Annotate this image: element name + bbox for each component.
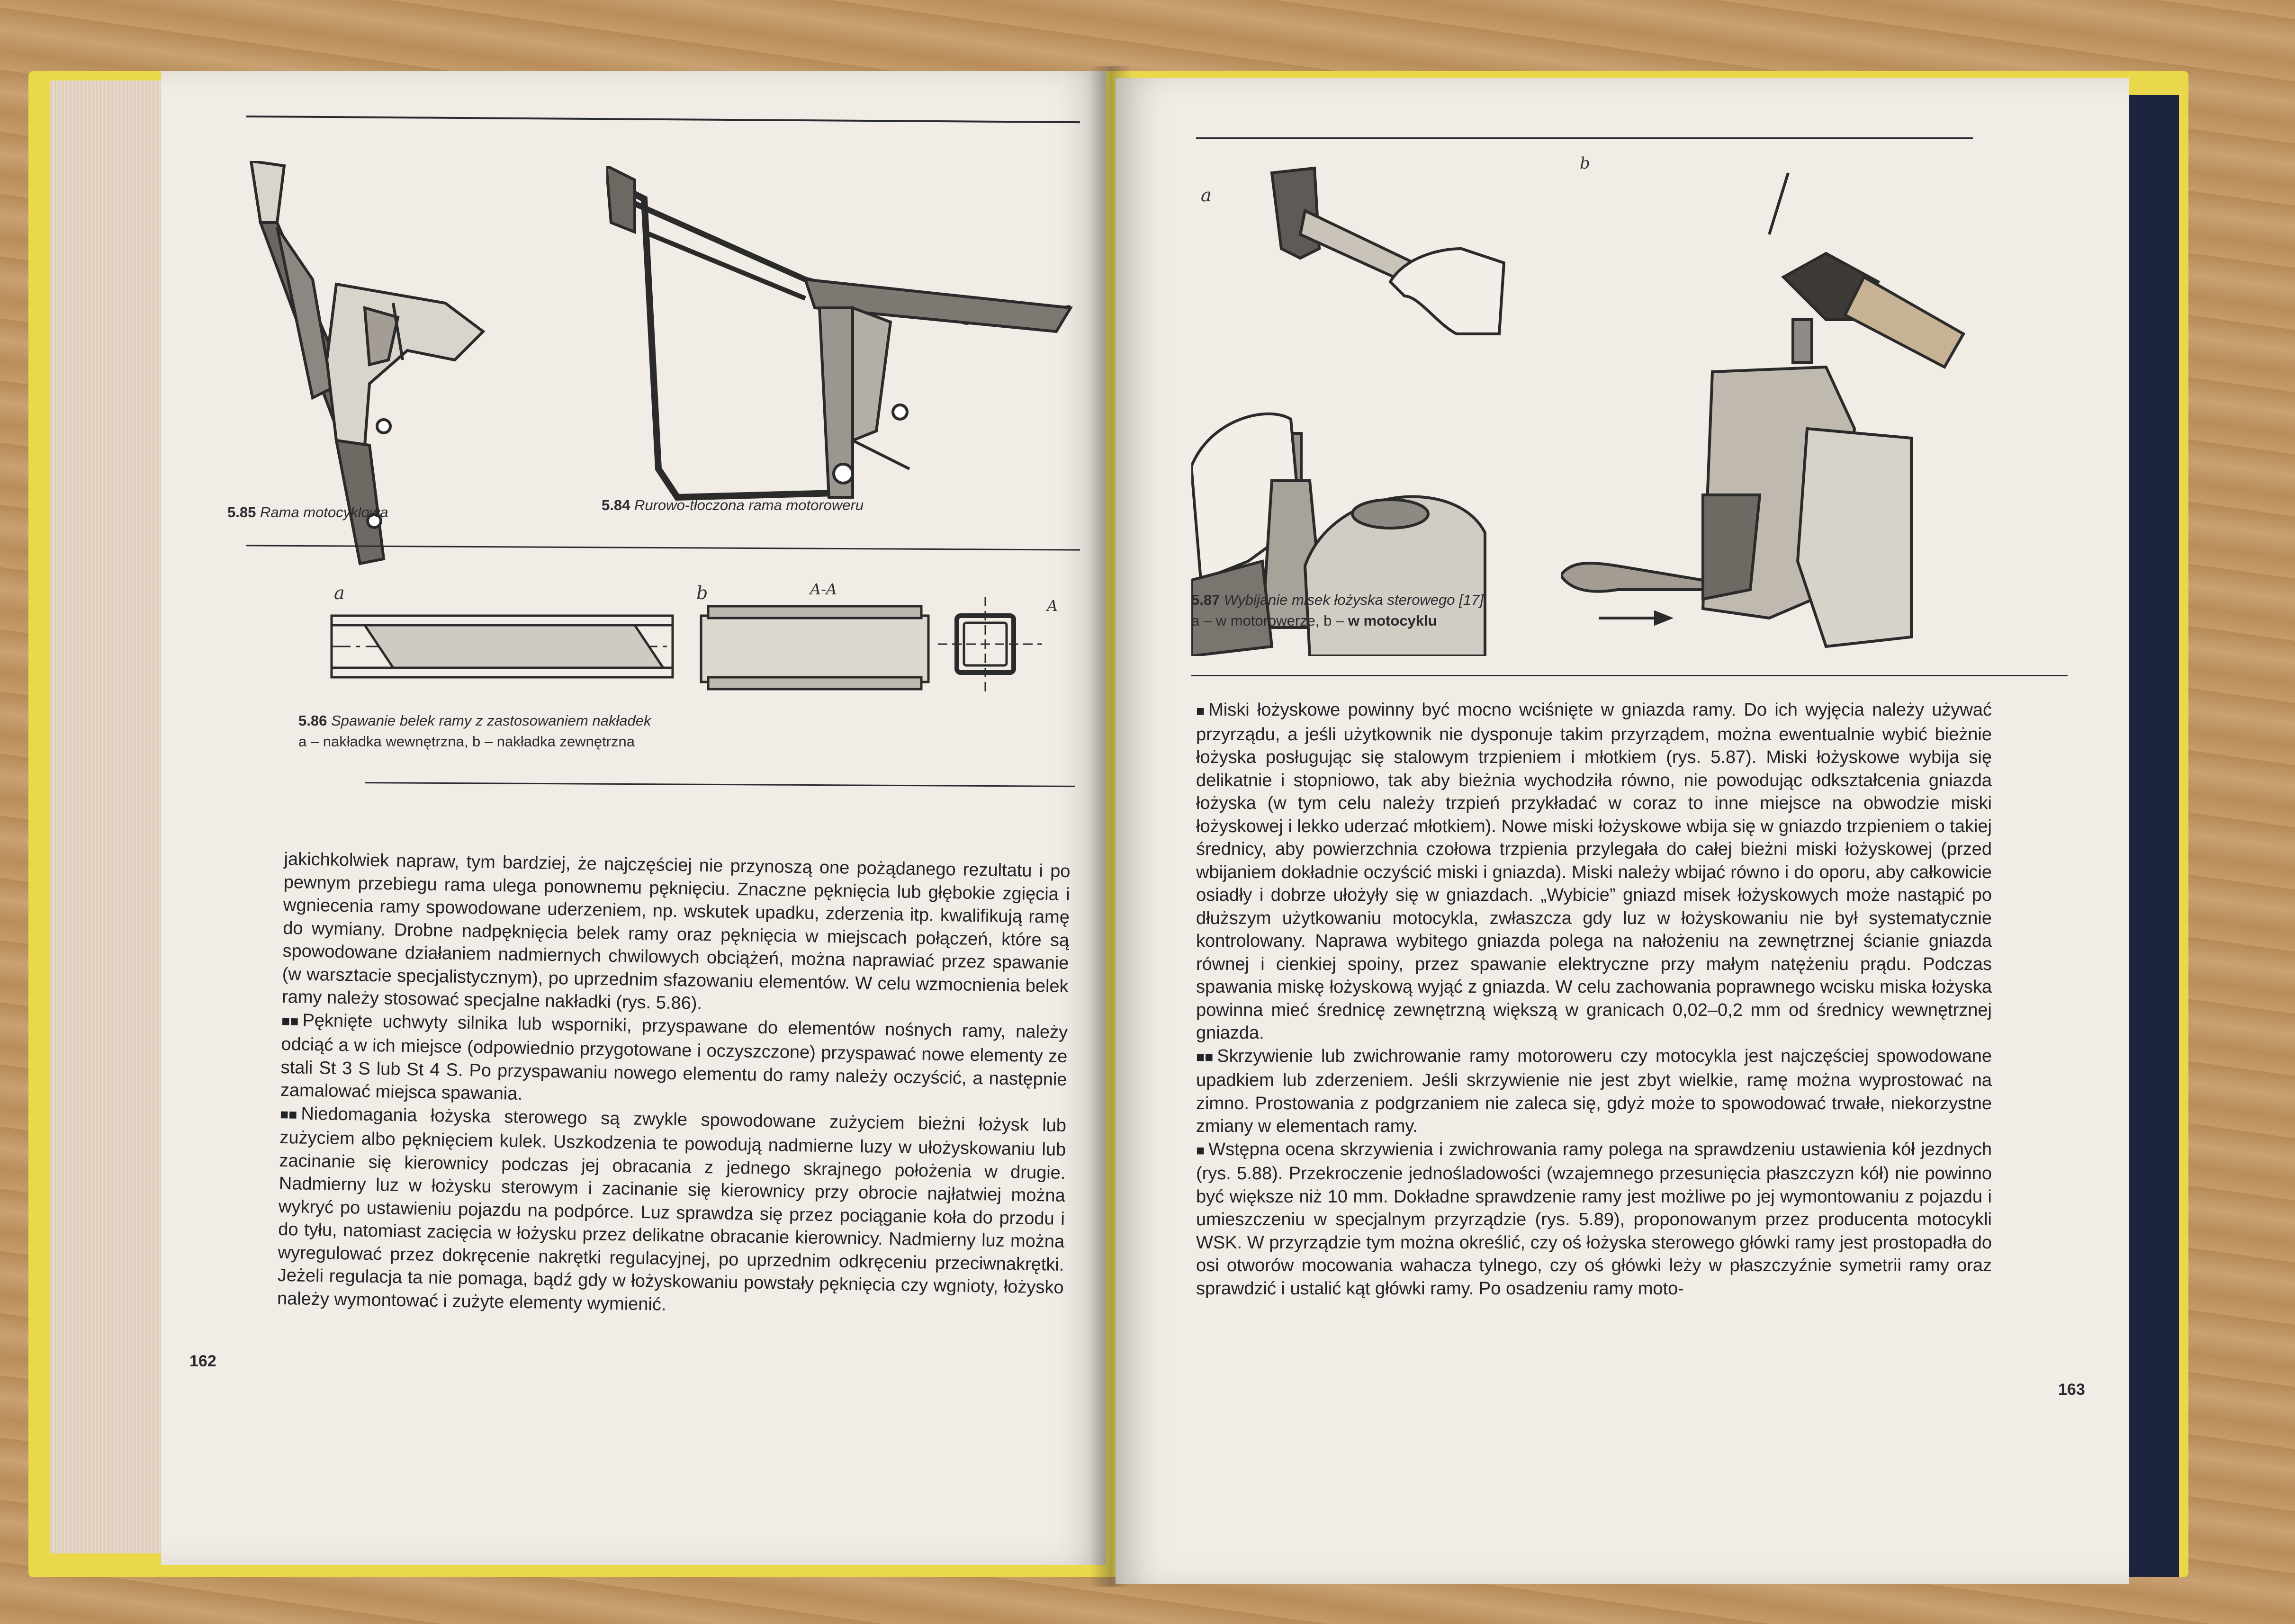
page-number: 163 (2058, 1381, 2085, 1399)
right-body-text (1196, 699, 1992, 1300)
right-page (1116, 78, 2129, 1584)
paragraph-marker: ■ (1196, 1142, 1205, 1158)
top-rule (1196, 137, 1973, 139)
paragraph: ■ Miski łożyskowe powinny być mocno wciśnięte w gniazda ramy. Do ich wyjęcia należy używać przyrządu, a jeśli użytkownik nie dysponuje takim przyrządem, można ewentualnie wybić bieżnie łożyska posługując się stalowym trzpieniem i młotkiem (rys. 5.87). Miski łożyskowe wybija się delikatnie i stopniowo, tak aby bieżnia wychodziła równo, nie powodując odkształcenia gniazda łożyska (w tym celu należy trzpień przykładać w coraz to inne miejsce na obwodzie miski łożyskowej i lekko uderzać młotkiem). Nowe miski łożyskowe wbija się w gniazdo trzpieniem o takiej średnicy, aby powierzchnia czołowa trzpienia przylegała do całej bieżni miski łożyskowej (przed wbijaniem dokładnie oczyścić miski i gniazda). Miski należy wbijać równo i do oporu, aby całkowicie osiadły i dobrze ułożyły się w gniazdach. „Wybicie” gniazd misek łożyskowych może nastąpić po dłuższym użytkowaniu motocykla, zwłaszcza gdy luz w łożyskowaniu nie był systematycznie kontrolowany. Naprawa wybitego gniazda polega na nałożeniu na zewnętrznej ścianie gniazda równej i cienkiej spoiny, przez spawanie elektryczne przy małym natężeniu prądu. Podczas spawania miskę łożyskową wyjąć z gniazda. W celu zachowania poprawnego wcisku miska łożyska powinna mieć średnicę zewnętrzną większą w granicach 0,02–0,2 mm od średnicy wewnętrznej gniazda. (1196, 700, 1992, 1043)
left-body-text (277, 848, 1071, 1322)
fig-title: Spawanie belek ramy z zastosowaniem nakładek (331, 712, 651, 729)
fig-title: Rurowo-tłoczona rama motoroweru (634, 497, 864, 513)
label-b: b (1580, 154, 1590, 173)
figure-5-87b-hammer (1561, 163, 2049, 665)
label-section: A-A (810, 580, 837, 598)
separator-rule-2 (365, 782, 1075, 787)
page-number: 162 (189, 1352, 216, 1370)
fig-legend: a – nakładka wewnętrzna, b – nakładka zewnętrzna (298, 733, 635, 750)
label-b: b (696, 583, 708, 603)
fig-number: 5.86 (298, 712, 327, 729)
paragraph: ■ Wstępna ocena skrzywienia i zwichrowania ramy polega na sprawdzeniu ustawienia kół jezdnych (rys. 5.88). Przekroczenie jednośladowości (wzajemnego przesunięcia płaszczyzn kół) nie powinno być większe niż 10 mm. Dokładne sprawdzenie ramy jest możliwe po jej wymontowaniu z pojazdu i umieszczeniu w specjalnym przyrządzie (rys. 5.89), proponowanym przez producenta motocykli WSK. W przyrządzie tym można określić, czy oś łożyska sterowego główki ramy jest prostopadła do osi otworów mocowania wahacza tylnego, czy oś główki leży w płaszczyźnie symetrii ramy oraz sprawdzić i ustalić kąt główki ramy. Po osadzeniu ramy moto- (1196, 1139, 1992, 1299)
fig-title: Rama motocyklowa (260, 504, 388, 520)
caption-5-87 (1191, 590, 1484, 631)
fig-number: 5.84 (602, 497, 630, 513)
figure-5-87a-hammer (1191, 154, 1542, 656)
paragraph: ■■ Niedomagania łożyska sterowego są zwykle spowodowane zużyciem bieżni łożysk lub zużyciem albo pęknięciem kulek. Uszkodzenia te powodują nadmierne luzy w ułożyskowaniu lub zacinanie się kierownicy podczas jej obracania z jednego skrajnego położenia w drugie. Nadmierny luz w łożysku sterowym i zacinanie się kierownicy przy obrocie najłatwiej można wykryć po ustawieniu pojazdu na podpórce. Luz sprawdza się przez pociąganie koła do przodu i do tyłu, natomiast zacięcia w łożysku przez delikatne obracanie kierownicy. Nadmierny luz można wyregulować przez dokręcenie nakrętki regulacyjnej, po uprzednim odkręceniu przeciwnakrętki. Jeżeli regulacja ta nie pomaga, bądź gdy w łożyskowaniu powstały pęknięcia czy wgnioty, łożysko należy wymontować i zużyte elementy wymienić. (277, 1104, 1067, 1315)
figure-5-86-welding (322, 597, 1061, 696)
paragraph: ■■ Skrzywienie lub zwichrowanie ramy motoroweru czy motocykla jest najczęściej spowodowane upadkiem lub zderzeniem. Jeśli skrzywienie nie jest zbyt wielkie, ramę można wyprostować na zimno. Prostowania z podgrzaniem nie zaleca się, gdyż może to spowodować trwałe, niekorzystne zmiany w elementach ramy. (1196, 1046, 1992, 1136)
caption-5-84 (602, 495, 864, 516)
caption-5-86 (298, 710, 651, 752)
paragraph-marker: ■ (1196, 703, 1205, 719)
paragraph-marker: ■■ (279, 1106, 297, 1122)
paragraph-marker: ■■ (1196, 1049, 1214, 1065)
left-page (161, 71, 1106, 1565)
label-a: a (334, 583, 345, 603)
caption-5-85 (227, 502, 388, 523)
paragraph: jakichkolwiek napraw, tym bardziej, że najczęściej nie przynoszą one pożądanego rezultatu i po pewnym przebiegu rama ulega ponownemu pęknięciu. Znaczne pęknięcia lub głębokie zgięcia i wgniecenia ramy spowodowane uderzeniem, np. wskutek upadku, zderzenia itp. kwalifikują ramę do wymiany. Drobne nadpęknięcia belek ramy oraz pęknięcia w miejscach połączeń, które są spowodowane działaniem nadmiernych chwilowych obciążeń, można naprawiać przez spawanie (w warsztacie specjalistycznym), po uprzednim sfazowaniu elementów. W celu wzmocnienia belek ramy należy stosować specjalne nakładki (rys. 5.86). (281, 849, 1071, 1014)
separator-rule (1191, 675, 2068, 676)
fig-title: Wybijanie misek łożyska sterowego [17] (1224, 592, 1484, 608)
top-rule (246, 116, 1080, 123)
fig-legend: a – w motorowerze, b – w motocyklu (1191, 612, 1437, 629)
fig-number: 5.85 (227, 504, 256, 520)
fig-number: 5.87 (1191, 592, 1220, 608)
label-A: A (1047, 597, 1058, 615)
paragraph-marker: ■■ (281, 1013, 299, 1030)
label-a: a (1201, 185, 1212, 206)
paragraph: ■■ Pęknięte uchwyty silnika lub wsporniki, przyspawane do elementów nośnych ramy, należy odciąć a w ich miejsce (odpowiednio przygotowane i oczyszczone) przyspawać nowe elementy ze stali St 3 S lub St 4 S. Po przyspawaniu nowego elementu do ramy należy oczyścić, a następnie zamalować miejsca spawania. (280, 1010, 1068, 1104)
